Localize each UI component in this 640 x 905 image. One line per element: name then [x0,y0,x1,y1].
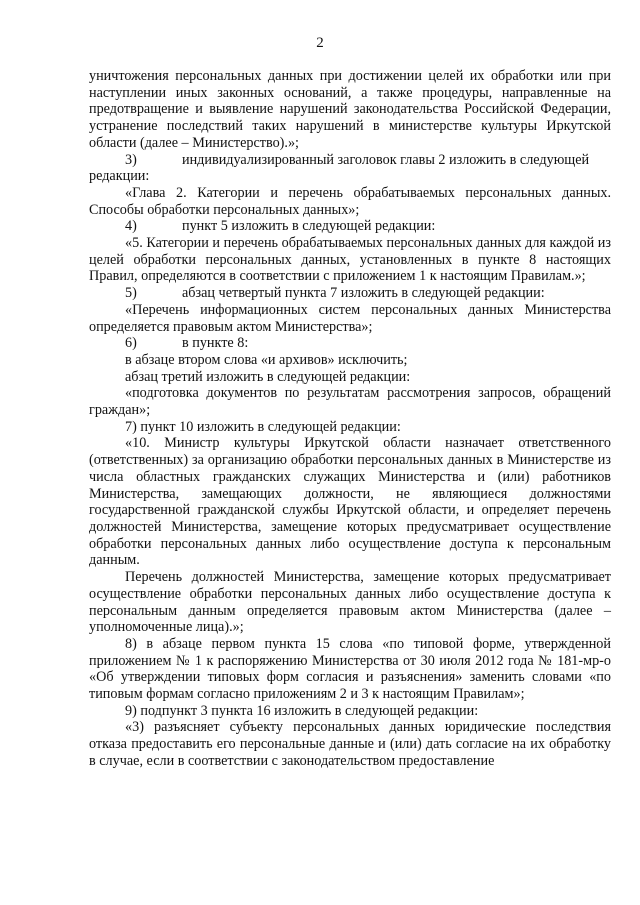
item-number: 5) [125,285,137,302]
item-number: 4) [125,218,137,235]
paragraph: 8) в абзаце первом пункта 15 слова «по типовой форме, утвержденной приложением № 1 к распоряжению Министерства от 30 июля 2012 года № 181-мр-о «Об утверждении типовых форм согласия и разъяснения» заменить словами «по типовым формам согласно приложениям 2 и 3 к настоящим Правилам»; [89,635,611,703]
paragraph: «Глава 2. Категории и перечень обрабатываемых персональных данных. Способы обработки персональных данных»; [89,184,611,218]
paragraph: «10. Министр культуры Иркутской области назначает ответственного (ответственных) за организацию обработки персональных данных в Министерстве из числа областных гражданских служащих Министерства и (или) работников Министерства, замещающих должности, не являющиеся должностями государственной гражданской службы Иркутской области, и определяет перечень должностей Министерства, замещение которых предусматривает осуществление обработки персональных данных либо осуществление доступа к персональным данным. [89,435,611,569]
item-number: 6) [125,335,137,352]
paragraph: «подготовка документов по результатам рассмотрения запросов, обращений граждан»; [89,385,611,419]
paragraph: «5. Категории и перечень обрабатываемых персональных данных для каждой из целей обработки персональных данных, установленных в пункте 8 настоящих Правил, определяются в соответствии с приложением 1 к настоящим Правилам.»; [89,235,611,285]
list-item-4 [89,218,611,235]
paragraph: в абзаце втором слова «и архивов» исключить; [125,351,408,368]
paragraph: 9) подпункт 3 пункта 16 изложить в следующей редакции: [125,702,479,719]
list-item-6 [89,335,611,352]
item-text: пункт 5 изложить в следующей редакции: [182,218,436,235]
paragraph: «3) разъясняет субъекту персональных данных юридические последствия отказа предоставить его персональные данные и (или) дать согласие на их обработку в случае, если в соответствии с законодательством предоставление [89,719,611,769]
list-item-3 [89,152,611,185]
item-text: абзац четвертый пункта 7 изложить в следующей редакции: [182,285,545,302]
item-number: 3) [125,151,137,168]
item-text: в пункте 8: [182,335,249,352]
paragraph: Перечень должностей Министерства, замещение которых предусматривает осуществление обработки персональных данных либо осуществление доступа к персональным данным определяется правовым актом Министерства (далее – уполномоченные лица).»; [89,569,611,636]
page-number: 2 [316,35,324,51]
list-item-5 [89,285,611,302]
paragraph: абзац третий изложить в следующей редакции: [125,368,411,385]
paragraph: уничтожения персональных данных при достижении целей их обработки или при наступлении иных законных оснований, а также процедуры, направленные на предотвращение и выявление нарушений законодательства Российской Федерации, устранение последствий таких нарушений в министерстве культуры Иркутской области (далее – Министерство).»; [89,68,611,151]
paragraph: «Перечень информационных систем персональных данных Министерства определяется правовым актом Министерства»; [89,301,611,335]
paragraph: 7) пункт 10 изложить в следующей редакции: [125,418,401,435]
document-body [89,68,611,770]
item-text: индивидуализированный заголовок главы 2 изложить в следующей редакции: [89,151,590,185]
